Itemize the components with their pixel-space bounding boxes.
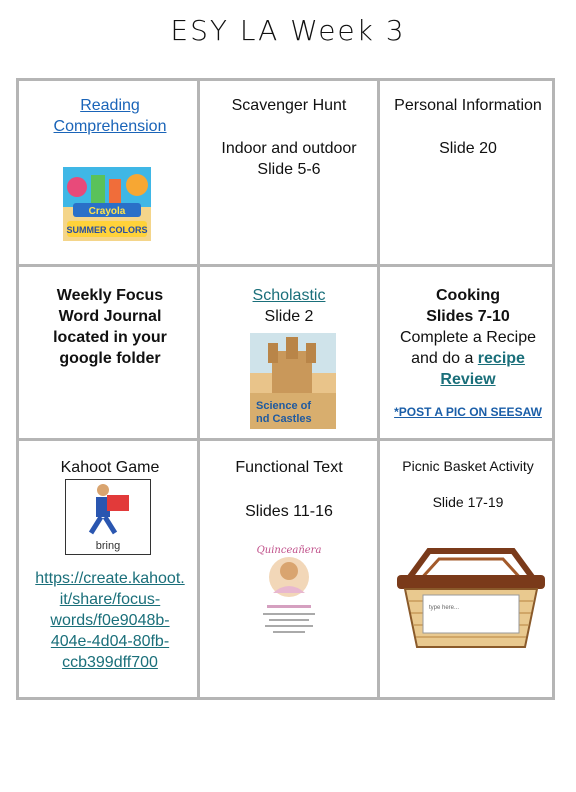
kahoot-link[interactable]: https://create.kahoot. bbox=[35, 570, 185, 587]
book-cover-text: Science of bbox=[256, 400, 312, 412]
cooking-instruction: Complete a Recipe bbox=[399, 329, 537, 346]
grid-divider bbox=[19, 438, 552, 441]
activity-grid bbox=[16, 78, 555, 700]
kahoot-link[interactable]: it/share/focus- bbox=[59, 591, 161, 608]
kahoot-link[interactable]: ccb399dff700 bbox=[62, 654, 158, 671]
kahoot-link[interactable]: 404e-4d04-80fb- bbox=[50, 633, 170, 650]
functional-text-slides: Slides 11-16 bbox=[245, 503, 333, 520]
grid-divider bbox=[197, 81, 200, 697]
recipe-link[interactable]: recipe bbox=[477, 350, 525, 367]
weekly-focus-line: located in your bbox=[53, 329, 167, 346]
grid-divider bbox=[377, 81, 380, 697]
cell-scavenger-hunt bbox=[205, 95, 373, 180]
cooking-instruction-prefix: and do a bbox=[411, 350, 478, 367]
functional-text-title: Functional Text bbox=[235, 459, 343, 476]
cell-reading-comprehension bbox=[27, 95, 193, 137]
scholastic-slide: Slide 2 bbox=[264, 308, 314, 325]
cell-cooking bbox=[383, 285, 553, 420]
sandcastle-book-cover bbox=[250, 333, 336, 429]
post-on-seesaw-link[interactable]: *POST A PIC ON SEESAW bbox=[394, 405, 542, 419]
svg-text:SUMMER COLORS: SUMMER COLORS bbox=[66, 225, 148, 235]
personal-information-slide: Slide 20 bbox=[439, 140, 497, 157]
weekly-focus-line: Weekly Focus bbox=[56, 287, 164, 304]
reading-comprehension-link[interactable]: Reading Comprehension bbox=[53, 97, 167, 135]
scavenger-hunt-subtitle: Indoor and outdoor bbox=[221, 140, 357, 157]
weekly-focus-line: Word Journal bbox=[58, 308, 162, 325]
cooking-title: Cooking bbox=[436, 287, 500, 304]
svg-text:Quinceañera: Quinceañera bbox=[256, 545, 322, 556]
scholastic-link[interactable]: Scholastic bbox=[252, 287, 326, 304]
personal-information-title: Personal Information bbox=[394, 97, 542, 114]
crayola-summer-colors-image bbox=[63, 167, 151, 241]
review-link[interactable]: Review bbox=[440, 371, 496, 388]
picnic-basket-title: Picnic Basket Activity bbox=[402, 458, 534, 474]
kahoot-link-block bbox=[23, 568, 197, 673]
cell-weekly-focus bbox=[27, 285, 193, 369]
kahoot-link[interactable]: words/f0e9048b- bbox=[50, 612, 170, 629]
bring-pictogram bbox=[65, 479, 151, 555]
cell-personal-information bbox=[383, 95, 553, 159]
page-title: ESY LA Week 3 bbox=[170, 14, 406, 47]
cell-kahoot bbox=[27, 457, 193, 478]
cell-functional-text bbox=[205, 457, 373, 522]
picnic-basket-image bbox=[389, 541, 553, 651]
basket-label: type here... bbox=[429, 605, 460, 611]
picnic-basket-slides: Slide 17-19 bbox=[432, 494, 504, 510]
cell-picnic-basket bbox=[383, 457, 553, 511]
scavenger-hunt-slides: Slide 5-6 bbox=[257, 161, 321, 178]
book-cover-text: nd Castles bbox=[256, 413, 312, 425]
cell-scholastic bbox=[205, 285, 373, 327]
svg-text:Crayola: Crayola bbox=[88, 206, 126, 217]
cooking-slides: Slides 7-10 bbox=[426, 308, 510, 325]
kahoot-title: Kahoot Game bbox=[60, 459, 160, 476]
bring-label: bring bbox=[95, 540, 121, 552]
scavenger-hunt-title: Scavenger Hunt bbox=[231, 97, 347, 114]
grid-divider bbox=[19, 264, 552, 267]
weekly-focus-line: google folder bbox=[59, 350, 161, 367]
invitation-card-image bbox=[247, 539, 331, 643]
